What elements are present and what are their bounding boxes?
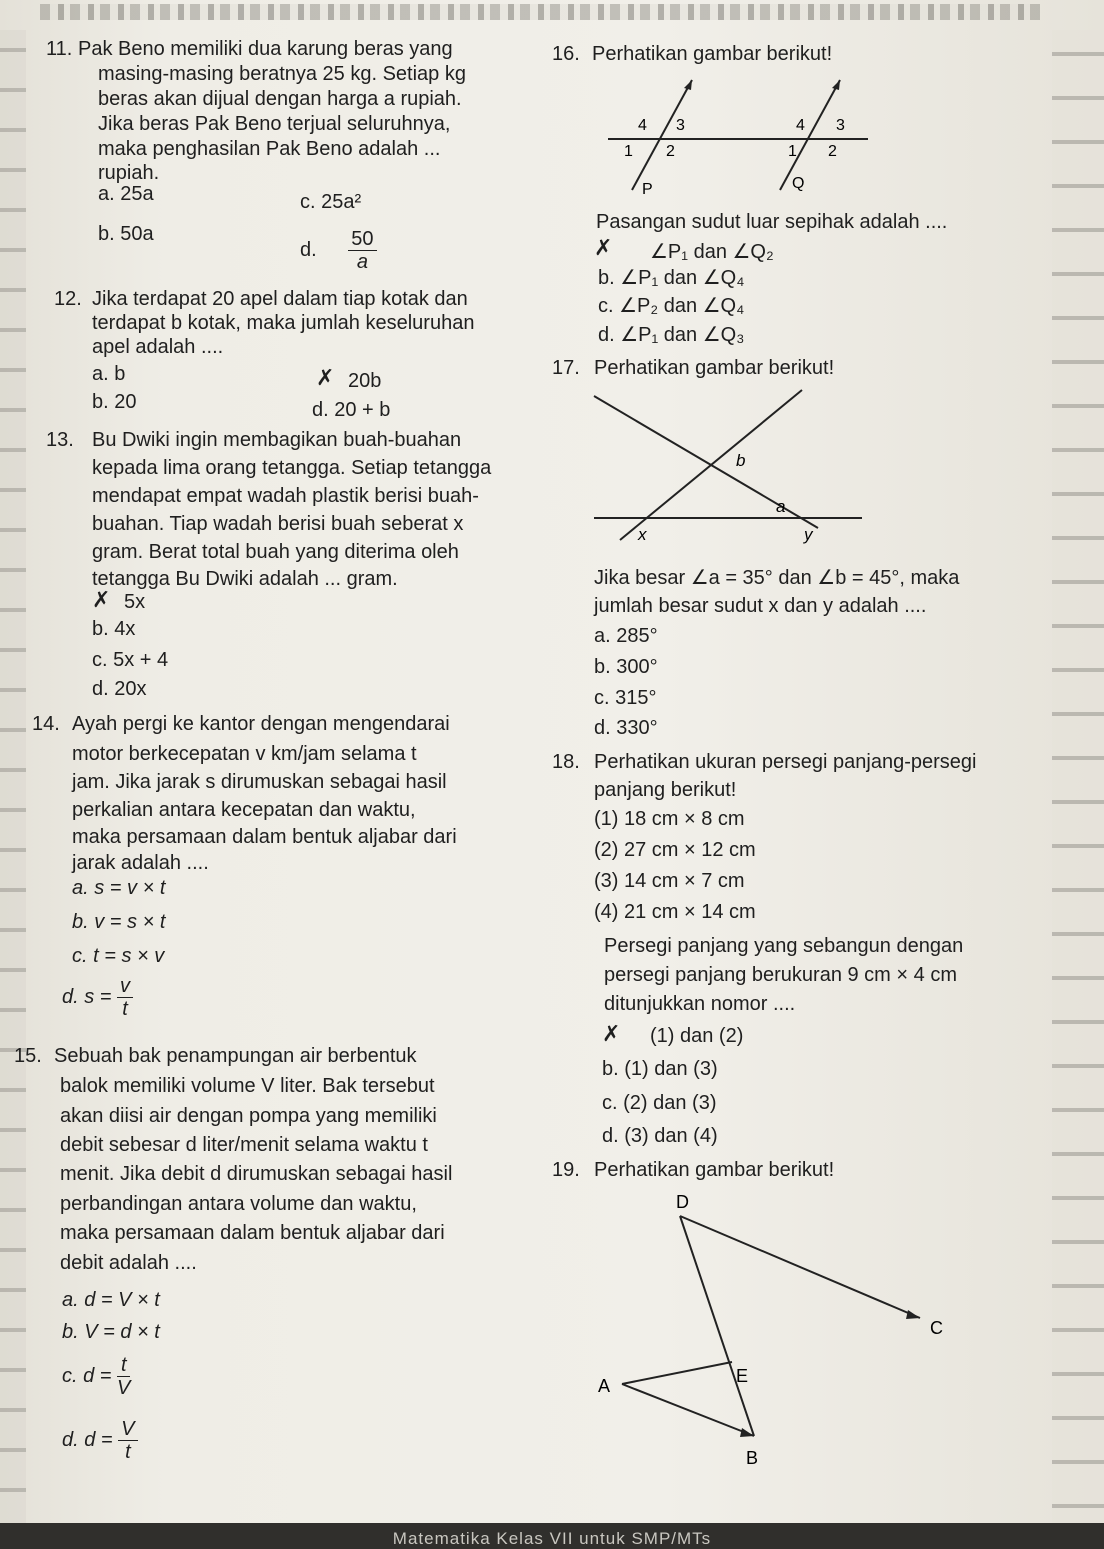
decorative-border-left: [0, 30, 26, 1530]
question-text-line: jumlah besar sudut x dan y adalah ....: [594, 595, 927, 617]
option-b: b. 20: [92, 391, 137, 413]
option-label: d. d =: [62, 1428, 113, 1451]
arrowhead: [906, 1310, 920, 1319]
question-text-line: debit adalah ....: [60, 1252, 197, 1274]
question-number: 18.: [552, 751, 580, 773]
option-a: ∠P₁ dan ∠Q₂: [650, 241, 774, 263]
question-text-line: motor berkecepatan v km/jam selama t: [72, 743, 417, 765]
option-b: b. V = d × t: [62, 1321, 160, 1343]
option-a: a. 285°: [594, 625, 658, 647]
option-c: 20b: [348, 370, 382, 392]
question-text-line: mendapat empat wadah plastik berisi buah-: [92, 485, 479, 507]
question-text: Pasangan sudut luar sepihak adalah ....: [596, 211, 948, 233]
option-d: [62, 975, 133, 1020]
triangle-figure: [580, 1188, 960, 1478]
list-item: (4) 21 cm × 14 cm: [594, 901, 756, 923]
option-d: [62, 1418, 138, 1463]
angle-label: 3: [676, 117, 685, 134]
option-c: c. ∠P₂ dan ∠Q₄: [598, 295, 745, 317]
vertex-label: E: [736, 1366, 749, 1386]
option-a: (1) dan (2): [650, 1025, 744, 1047]
question-text-line: debit sebesar d liter/menit selama waktu t: [60, 1134, 428, 1156]
option-label: c. d =: [62, 1364, 112, 1387]
question-text-line: gram. Berat total buah yang diterima oleh: [92, 541, 459, 563]
list-item: (2) 27 cm × 12 cm: [594, 839, 756, 861]
question-text-line: menit. Jika debit d dirumuskan sebagai hasil: [60, 1163, 453, 1185]
parallel-lines-figure: [590, 72, 890, 202]
fraction: $\frac{v}{t}$: [117, 975, 133, 1020]
question-text-line: jam. Jika jarak s dirumuskan sebagai hasil: [72, 771, 447, 793]
question-text-line: Sebuah bak penampungan air berbentuk: [54, 1045, 417, 1067]
question-text-line: Jika terdapat 20 apel dalam tiap kotak dan: [92, 288, 468, 310]
option-d: d. 20x: [92, 678, 147, 700]
segment-AE: [622, 1362, 732, 1384]
decorative-border-right: [1052, 30, 1104, 1530]
answer-check-mark: ✗: [92, 587, 111, 612]
option-a: a. d = V × t: [62, 1289, 160, 1311]
angle-label: y: [804, 525, 813, 544]
question-text-line: ditunjukkan nomor ....: [604, 993, 796, 1015]
question-text-line: terdapat b kotak, maka jumlah keseluruhan: [92, 312, 475, 334]
angle-label: x: [638, 525, 647, 544]
fraction: $\frac{V}{t}$: [118, 1418, 137, 1463]
parallel-line-p: [632, 80, 692, 190]
question-text-line: balok memiliki volume V liter. Bak tersebut: [60, 1075, 435, 1097]
question-text-line: beras akan dijual dengan harga a rupiah.: [98, 88, 462, 110]
question-text-line: Jika besar ∠a = 35° dan ∠b = 45°, maka: [594, 567, 960, 589]
list-item: (1) 18 cm × 8 cm: [594, 808, 745, 830]
option-b: b. 4x: [92, 618, 136, 640]
question-text-line: Persegi panjang yang sebangun dengan: [604, 935, 964, 957]
page-footer: Matematika Kelas VII untuk SMP/MTs: [392, 1529, 712, 1548]
question-text-line: persegi panjang berukuran 9 cm × 4 cm: [604, 964, 957, 986]
question-text-line: rupiah.: [98, 162, 160, 184]
segment-DB: [680, 1216, 754, 1436]
angle-label: b: [736, 451, 746, 470]
option-c: [62, 1354, 130, 1399]
angle-label: 1: [788, 143, 797, 160]
angle-label: 2: [666, 143, 675, 160]
question-title: Perhatikan gambar berikut!: [594, 1159, 835, 1181]
option-d: d. (3) dan (4): [602, 1125, 718, 1147]
question-number: 16.: [552, 43, 580, 65]
option-c: c. t = s × v: [72, 945, 165, 967]
question-text-line: buahan. Tiap wadah berisi buah seberat x: [92, 513, 464, 535]
option-a: a. 25a: [98, 183, 154, 205]
triangle-lines-figure: [590, 382, 872, 552]
question-text-line: maka persamaan dalam bentuk aljabar dari: [72, 826, 457, 848]
fraction: $\frac{t}{V}$: [117, 1354, 131, 1399]
list-item: (3) 14 cm × 7 cm: [594, 870, 745, 892]
option-b: b. 300°: [594, 656, 658, 678]
option-b: b. (1) dan (3): [602, 1058, 718, 1080]
option-b: b. 50a: [98, 223, 154, 245]
question-text-line: apel adalah ....: [92, 336, 224, 358]
option-c: c. 25a²: [300, 191, 362, 213]
question-number: 12.: [54, 288, 82, 310]
option-c: c. 5x + 4: [92, 649, 169, 671]
option-b: b. v = s × t: [72, 911, 166, 933]
question-text-line: Ayah pergi ke kantor dengan mengendarai: [72, 713, 450, 735]
option-label: d.: [300, 238, 317, 261]
option-c: c. 315°: [594, 687, 657, 709]
angle-label: 4: [638, 117, 647, 134]
question-number: 17.: [552, 357, 580, 379]
option-a: 5x: [124, 591, 146, 613]
angle-label: 3: [836, 117, 845, 134]
line-label: P: [642, 181, 653, 198]
angle-label: 2: [828, 143, 837, 160]
segment-AB: [622, 1384, 754, 1436]
question-text-line: perbandingan antara volume dan waktu,: [60, 1193, 417, 1215]
question-text-line: masing-masing beratnya 25 kg. Setiap kg: [98, 63, 466, 85]
question-title: Perhatikan gambar berikut!: [594, 357, 835, 379]
question-number: 14.: [32, 713, 60, 735]
arrowhead: [832, 80, 840, 90]
question-text-line: maka penghasilan Pak Beno adalah ...: [98, 138, 441, 160]
option-c: c. (2) dan (3): [602, 1092, 717, 1114]
vertex-label: A: [598, 1376, 611, 1396]
vertex-label: C: [930, 1318, 943, 1338]
option-d: d. 20 + b: [312, 399, 391, 421]
question-text-line: perkalian antara kecepatan dan waktu,: [72, 799, 416, 821]
answer-check-mark: ✗: [316, 365, 335, 390]
question-text-line: panjang berikut!: [594, 779, 737, 801]
question-text-line: Bu Dwiki ingin membagikan buah-buahan: [92, 429, 462, 451]
option-a: a. s = v × t: [72, 877, 166, 899]
question-text-line: akan diisi air dengan pompa yang memiliki: [60, 1105, 437, 1127]
option-label: d. s =: [62, 985, 112, 1008]
fraction: $\frac{50}{a}$: [348, 228, 376, 273]
question-text-line: Perhatikan ukuran persegi panjang-persegi: [594, 751, 977, 773]
question-text-line: Jika beras Pak Beno terjual seluruhnya,: [98, 113, 451, 135]
question-title: Perhatikan gambar berikut!: [592, 43, 833, 65]
angle-label: 1: [624, 143, 633, 160]
question-text-line: tetangga Bu Dwiki adalah ... gram.: [92, 568, 398, 590]
question-text-line: kepada lima orang tetangga. Setiap tetangga: [92, 457, 492, 479]
question-number: 19.: [552, 1159, 580, 1181]
question-number: 13.: [46, 429, 74, 451]
question-text-line: maka persamaan dalam bentuk aljabar dari: [60, 1222, 445, 1244]
option-a: a. b: [92, 363, 126, 385]
angle-label: 4: [796, 117, 805, 134]
question-number: 11.: [46, 38, 73, 60]
option-b: b. ∠P₁ dan ∠Q₄: [598, 267, 745, 289]
option-d: d. 330°: [594, 717, 658, 739]
parallel-line-q: [780, 80, 840, 190]
angle-label: a: [776, 497, 786, 516]
answer-check-mark: ✗: [594, 235, 613, 260]
decorative-border-top: [40, 4, 1040, 20]
option-d: [300, 228, 377, 273]
vertex-label: B: [746, 1448, 759, 1468]
option-d: d. ∠P₁ dan ∠Q₃: [598, 324, 745, 346]
arrowhead: [684, 80, 692, 90]
line-label: Q: [792, 175, 805, 192]
question-text-line: jarak adalah ....: [72, 852, 209, 874]
answer-check-mark: ✗: [602, 1021, 621, 1046]
question-number: 15.: [14, 1045, 42, 1067]
vertex-label: D: [676, 1192, 689, 1212]
segment-DC: [680, 1216, 920, 1318]
question-text-line: Pak Beno memiliki dua karung beras yang: [78, 38, 453, 60]
